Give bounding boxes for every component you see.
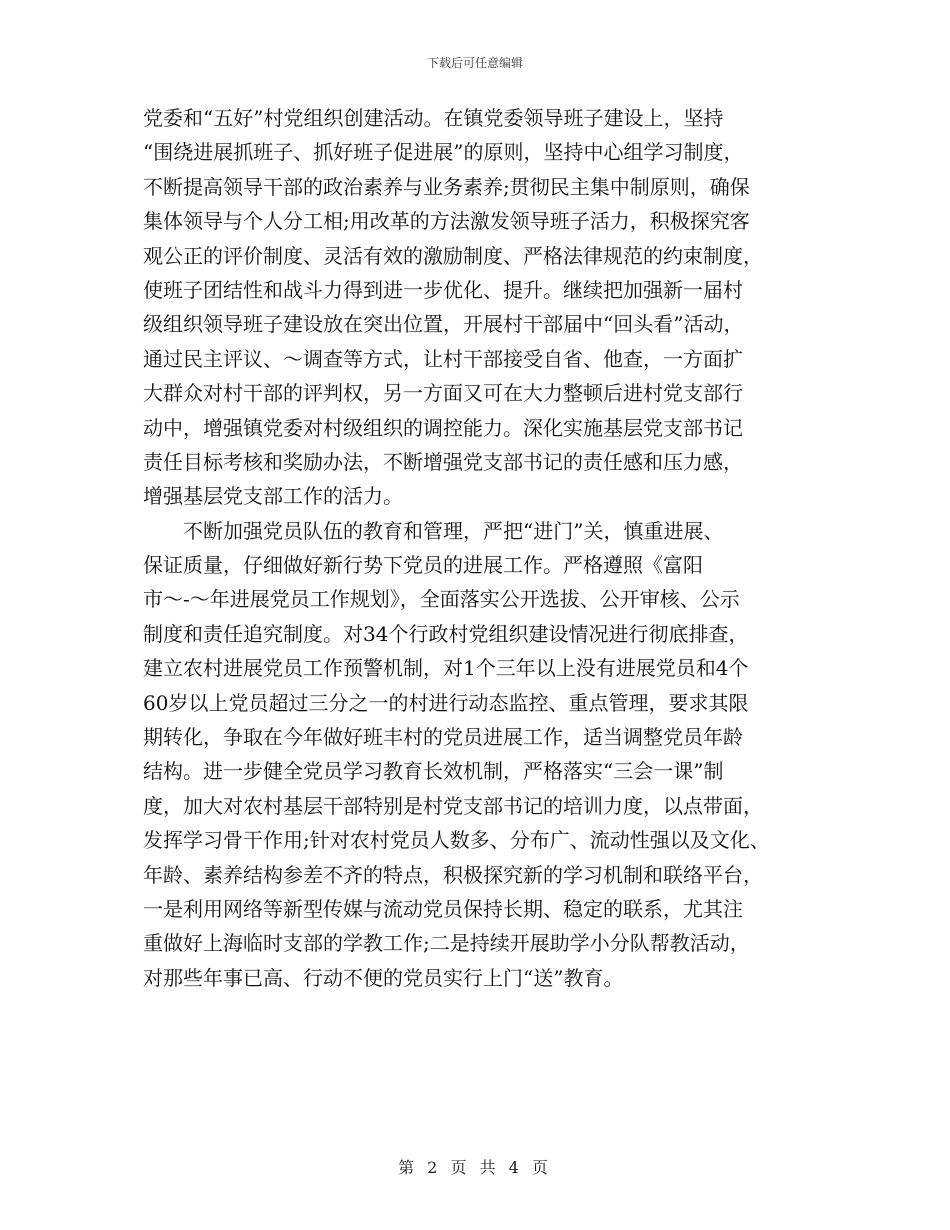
text-line: 制度和责任追究制度。对34个行政村党组织建设情况进行彻底排查，: [143, 621, 749, 646]
text-line: 党委和“五好”村党组织创建活动。在镇党委领导班子建设上，坚持: [143, 106, 724, 130]
text-line: 对那些年事已高、行动不便的党员实行上门“送”教育。: [143, 965, 624, 990]
text-line: 重做好上海临时支部的学教工作;二是持续开展助学小分队帮教活动，: [143, 931, 750, 956]
text-line: 期转化，争取在今年做好班丰村的党员进展工作，适当调整党员年龄: [143, 725, 743, 750]
text-line: 市～-～年进展党员工作规划》，全面落实公开选拔、公开审核、公示: [143, 587, 740, 612]
text-line: 一是利用网络等新型传媒与流动党员保持长期、稳定的联系，尤其注: [143, 896, 743, 921]
text-line: 不断提高领导干部的政治素养与业务素养;贯彻民主集中制原则，确保: [143, 174, 750, 199]
text-line: 建立农村进展党员工作预警机制，对1个三年以上没有进展党员和4个: [143, 656, 749, 681]
text-line: 发挥学习骨干作用;针对农村党员人数多、分布广、流动性强以及文化、: [143, 828, 770, 853]
text-line: 观公正的评价制度、灵活有效的激励制度、严格法律规范的约束制度，: [143, 243, 763, 268]
text-line: 级组织领导班子建设放在突出位置，开展村干部届中“回头看”活动，: [143, 312, 744, 337]
text-line: 保证质量，仔细做好新行势下党员的进展工作。严格遵照《富阳: [143, 553, 703, 578]
text-line: 年龄、素养结构参差不齐的特点，积极探究新的学习机制和联络平台，: [143, 862, 763, 887]
text-line: 大群众对村干部的评判权，另一方面又可在大力整顿后进村党支部行: [143, 381, 743, 406]
paragraph-1: [143, 101, 823, 514]
text-line: 集体领导与个人分工相;用改革的方法激发领导班子活力，积极探究客: [143, 209, 750, 234]
text-line: 通过民主评议、～调查等方式，让村干部接受自省、他查，一方面扩: [143, 346, 743, 371]
page-header: 下载后可任意编辑: [426, 56, 523, 70]
text-line: 责任目标考核和奖励办法，不断增强党支部书记的责任感和压力感，: [143, 449, 743, 474]
text-line: 度，加大对农村基层干部特别是村党支部书记的培训力度，以点带面，: [143, 793, 763, 818]
text-line: “围绕进展抓班子、抓好班子促进展”的原则，坚持中心组学习制度，: [143, 140, 744, 165]
text-line: 60岁以上党员超过三分之一的村进行动态监控、重点管理，要求其限: [143, 690, 749, 715]
body-text: [143, 101, 823, 995]
text-line: 增强基层党支部工作的活力。: [143, 484, 403, 509]
text-line: 动中，增强镇党委对村级组织的调控能力。深化实施基层党支部书记: [143, 415, 743, 440]
text-line: 结构。进一步健全党员学习教育长效机制，严格落实“三会一课”制: [143, 759, 724, 784]
text-line: 不断加强党员队伍的教育和管理，严把“进门”关，慎重进展、: [183, 518, 724, 543]
page-number: 第 2 页 共 4 页: [398, 1158, 552, 1177]
text-line: 使班子团结性和战斗力得到进一步优化、提升。继续把加强新一届村: [143, 277, 743, 302]
paragraph-2: [143, 514, 823, 995]
